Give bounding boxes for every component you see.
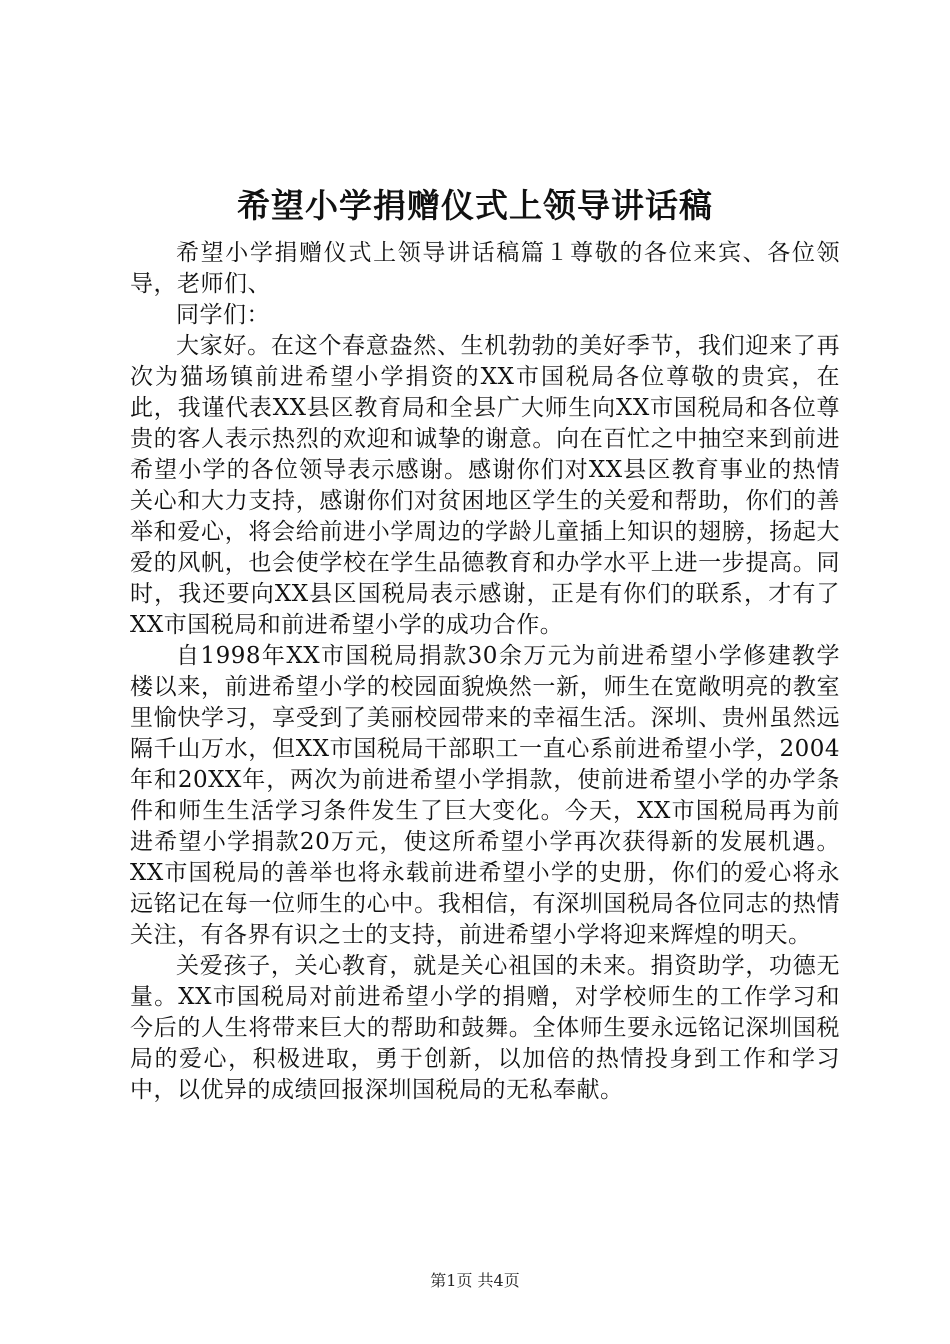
page-footer: 第1页 共4页 <box>430 1271 520 1290</box>
document-title: 希望小学捐赠仪式上领导讲话稿 <box>237 186 713 225</box>
paragraph-salutation: 同学们： <box>176 302 270 328</box>
document-body <box>130 238 840 1106</box>
paragraph-history: 自1998年XX市国税局捐款30余万元为前进希望小学修建教学楼以来，前进希望小学的校园面貌焕然一新，师生在宽敞明亮的教室里愉快学习，享受到了美丽校园带来的幸福生活。深圳、贵州虽然远隔千山万水，但XX市国税局干部职工一直心系前进希望小学，2004年和20XX年，两次为前进希望小学捐款，使前进希望小学的办学条件和师生生活学习条件发生了巨大变化。今天，XX市国税局再为前进希望小学捐款20万元，使这所希望小学再次获得新的发展机遇。XX市国税局的善举也将永载前进希望小学的史册，你们的爱心将永远铭记在每一位师生的心中。我相信，有深圳国税局各位同志的热情关注，有各界有识之士的支持，前进希望小学将迎来辉煌的明天。 <box>130 643 840 948</box>
paragraph-closing: 关爱孩子，关心教育，就是关心祖国的未来。捐资助学，功德无量。XX市国税局对前进希望小学的捐赠，对学校师生的工作学习和今后的人生将带来巨大的帮助和鼓舞。全体师生要永远铭记深圳国税局的爱心，积极进取，勇于创新，以加倍的热情投身到工作和学习中，以优异的成绩回报深圳国税局的无私奉献。 <box>130 953 840 1103</box>
paragraph-welcome: 大家好。在这个春意盎然、生机勃勃的美好季节，我们迎来了再次为猫场镇前进希望小学捐资的XX市国税局各位尊敬的贵宾，在此，我谨代表XX县区教育局和全县广大师生向XX市国税局和各位尊贵的客人表示热烈的欢迎和诚挚的谢意。向在百忙之中抽空来到前进希望小学的各位领导表示感谢。感谢你们对XX县区教育事业的热情关心和大力支持，感谢你们对贫困地区学生的关爱和帮助，你们的善举和爱心，将会给前进小学周边的学龄儿童插上知识的翅膀，扬起大爱的风帆，也会使学校在学生品德教育和办学水平上进一步提高。同时，我还要向XX县区国税局表示感谢，正是有你们的联系，才有了XX市国税局和前进希望小学的成功合作。 <box>130 333 840 638</box>
paragraph-opening: 希望小学捐赠仪式上领导讲话稿篇１尊敬的各位来宾、各位领导，老师们、 <box>130 240 840 297</box>
